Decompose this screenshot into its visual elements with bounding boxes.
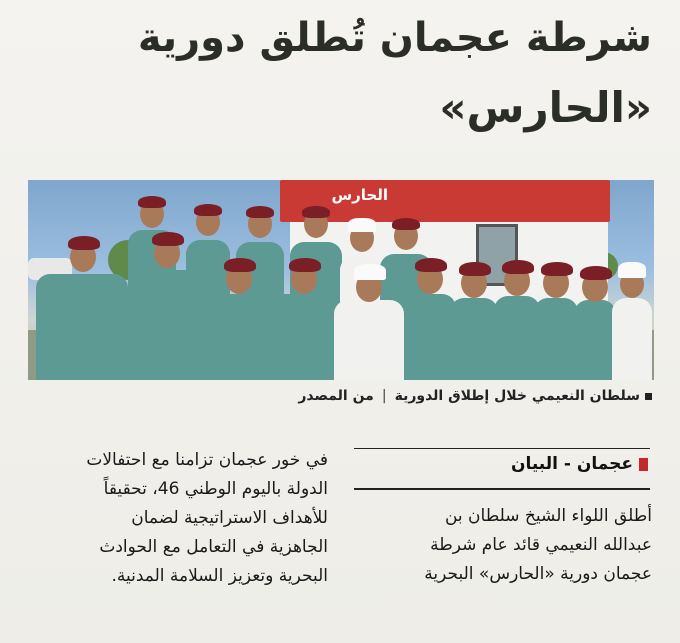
officer (272, 256, 336, 380)
article-column-left (28, 446, 328, 591)
body-line: أطلق اللواء الشيخ سلطان بن (444, 506, 652, 526)
body-line: عبدالله النعيمي قائد عام شرطة (430, 535, 652, 555)
dateline-text: عجمان - البيان (510, 454, 633, 474)
body-line: الجاهزية في التعامل مع الحوادث (99, 537, 328, 557)
dateline (358, 454, 648, 474)
headline-line-2: «الحارس» (439, 83, 652, 132)
body-line: عجمان دورية «الحارس» البحرية (424, 564, 652, 584)
body-line: الدولة باليوم الوطني 46، تحقيقاً (103, 479, 328, 499)
body-line: للأهداف الاستراتيجية لضمان (131, 508, 328, 528)
dateline-top-rule (354, 448, 650, 449)
body-line: البحرية وتعزيز السلامة المدنية. (111, 566, 328, 586)
dateline-bottom-rule (354, 488, 650, 490)
officer (36, 234, 128, 380)
officer (128, 230, 206, 380)
news-photo (28, 180, 654, 380)
caption-credit: من المصدر (298, 388, 374, 404)
photo-caption (32, 388, 652, 404)
caption-text: سلطان النعيمي خلال إطلاق الدورية (394, 388, 640, 404)
officer (534, 260, 578, 380)
officer (574, 264, 616, 380)
article-column-right (352, 502, 652, 589)
headline-line-1: شرطة عجمان تُطلق دورية (137, 15, 652, 61)
officer (206, 256, 272, 380)
caption-separator: | (381, 388, 387, 404)
official-white (612, 262, 652, 380)
dateline-marker (639, 458, 648, 471)
officer (450, 260, 498, 380)
booth-sign: الحارس (331, 186, 388, 204)
officer (404, 256, 456, 380)
sheikh-sultan (334, 264, 404, 380)
caption-bullet (645, 393, 652, 400)
body-line: في خور عجمان تزامنا مع احتفالات (86, 450, 328, 470)
